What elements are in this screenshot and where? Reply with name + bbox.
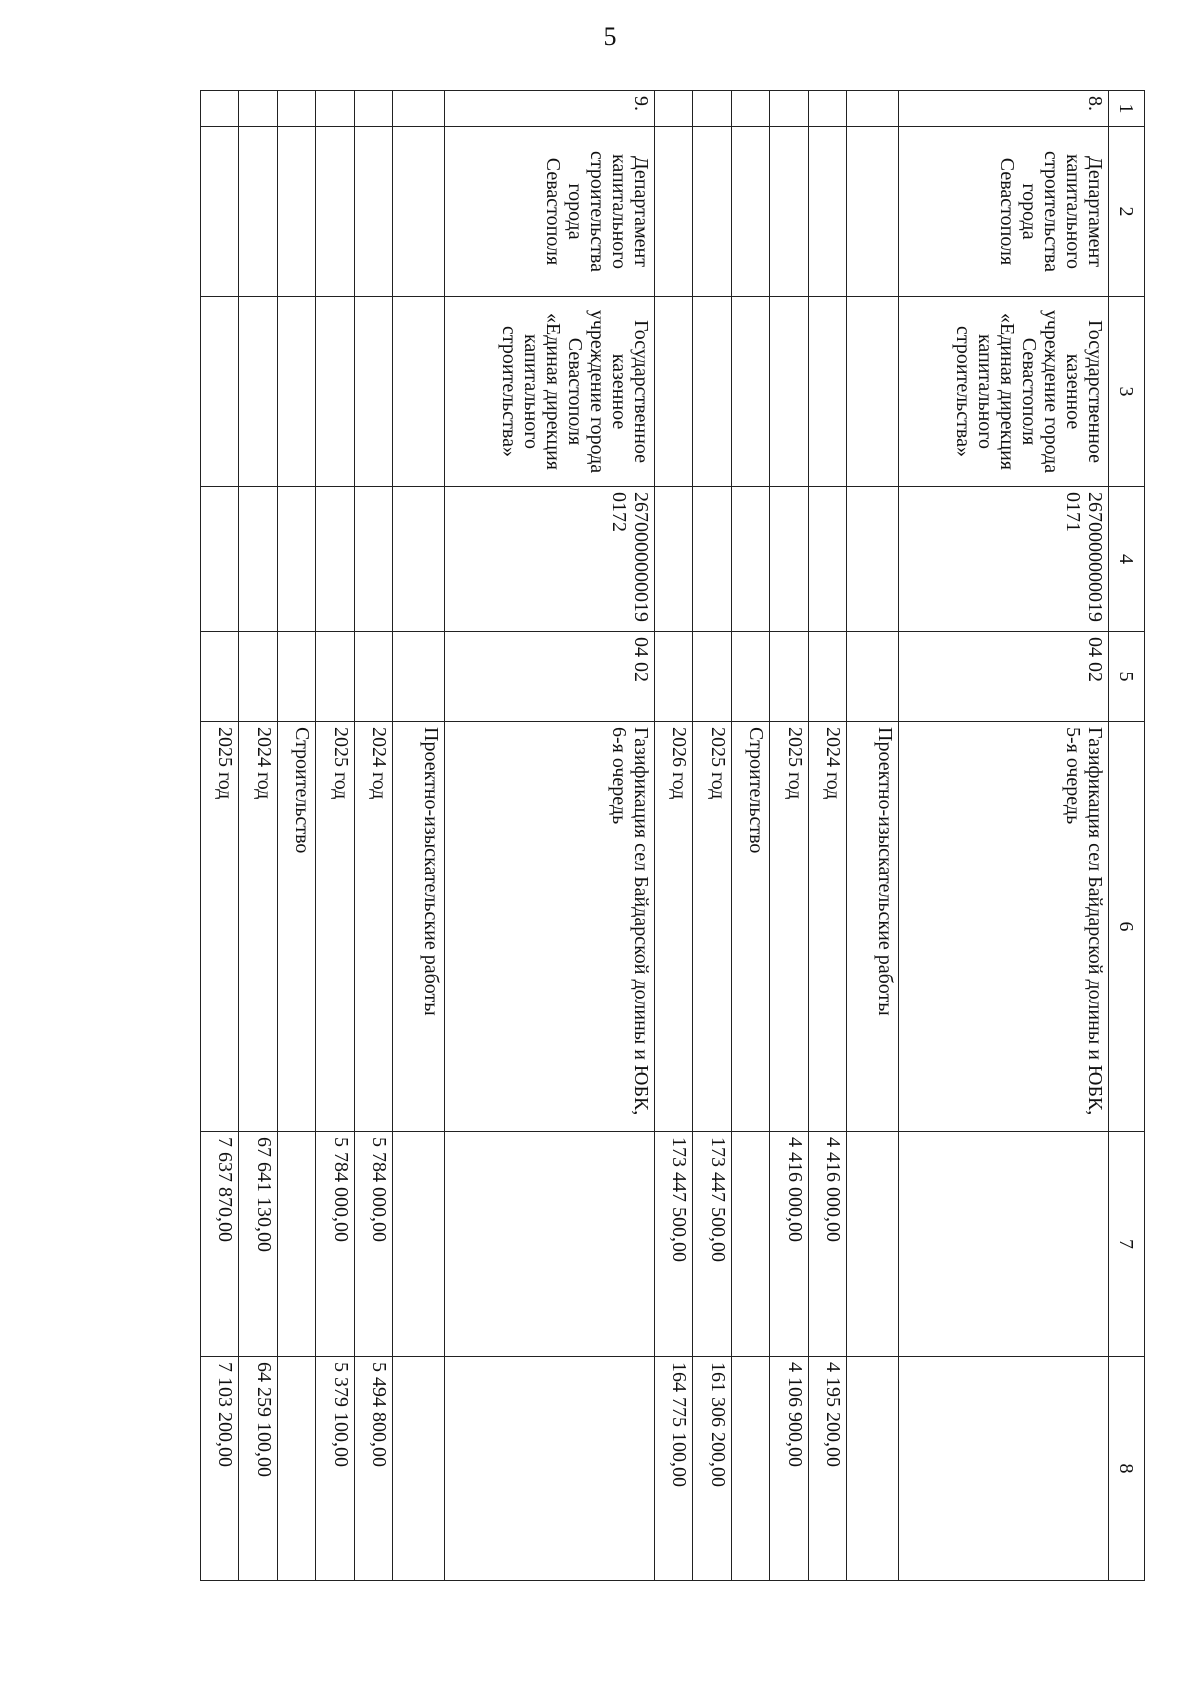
entry-number: 8. [899, 91, 1109, 127]
department-cell: Департамент капитального строительства города Севастополя [445, 127, 655, 297]
col8-value: 5 494 800,00 [354, 1357, 392, 1581]
table-row [239, 91, 277, 1581]
col7-value: 7 637 870,00 [201, 1132, 239, 1357]
col7-value: 5 784 000,00 [354, 1132, 392, 1357]
col8-value: 161 306 200,00 [693, 1357, 731, 1581]
institution-cell: Государственное казенное учреждение города Севастополя «Единая дирекция капитального строительства» [445, 297, 655, 487]
year-cell: 2024 год [808, 722, 846, 1132]
object-cell: Газификация сел Байдарской долины и ЮБК, 5-я очередь [899, 722, 1109, 1132]
col-header-6: 6 [1109, 722, 1145, 1132]
institution-cell: Государственное казенное учреждение города Севастополя «Единая дирекция капитального строительства» [899, 297, 1109, 487]
col8-value: 4 106 900,00 [770, 1357, 808, 1581]
section-cell: 04 02 [445, 632, 655, 722]
table-row [693, 91, 731, 1581]
budget-table [200, 90, 1145, 1581]
year-cell: 2025 год [693, 722, 731, 1132]
build-label: Строительство [731, 722, 769, 1132]
code-cell: 26700000000190171 [899, 487, 1109, 632]
rotated-table-container [200, 90, 1145, 1580]
col-header-2: 2 [1109, 127, 1145, 297]
col8-value: 164 775 100,00 [655, 1357, 693, 1581]
header-row [1109, 91, 1145, 1581]
table-row [899, 91, 1109, 1581]
design-label: Проектно-изыскательские работы [847, 722, 899, 1132]
table-row [201, 91, 239, 1581]
table-row [655, 91, 693, 1581]
col8-value: 64 259 100,00 [239, 1357, 277, 1581]
design-label: Проектно-изыскательские работы [393, 722, 445, 1132]
col-header-8: 8 [1109, 1357, 1145, 1581]
col7-value: 4 416 000,00 [770, 1132, 808, 1357]
department-cell: Департамент капитального строительства города Севастополя [899, 127, 1109, 297]
table-row [847, 91, 899, 1581]
col7-value: 173 447 500,00 [693, 1132, 731, 1357]
table-row [316, 91, 354, 1581]
col-header-1: 1 [1109, 91, 1145, 127]
year-cell: 2024 год [354, 722, 392, 1132]
table-row [445, 91, 655, 1581]
col-header-3: 3 [1109, 297, 1145, 487]
table-row [731, 91, 769, 1581]
col8-value: 7 103 200,00 [201, 1357, 239, 1581]
col-header-7: 7 [1109, 1132, 1145, 1357]
col7-value: 173 447 500,00 [655, 1132, 693, 1357]
col8-value: 4 195 200,00 [808, 1357, 846, 1581]
year-cell: 2025 год [770, 722, 808, 1132]
section-cell: 04 02 [899, 632, 1109, 722]
col-header-5: 5 [1109, 632, 1145, 722]
year-cell: 2024 год [239, 722, 277, 1132]
entry-number: 9. [445, 91, 655, 127]
col7-value: 4 416 000,00 [808, 1132, 846, 1357]
page-number: 5 [603, 22, 617, 51]
table-row [277, 91, 315, 1581]
col-header-4: 4 [1109, 487, 1145, 632]
year-cell: 2025 год [201, 722, 239, 1132]
code-cell: 26700000000190172 [445, 487, 655, 632]
build-label: Строительство [277, 722, 315, 1132]
table-row [770, 91, 808, 1581]
year-cell: 2025 год [316, 722, 354, 1132]
table-row [354, 91, 392, 1581]
table-row [808, 91, 846, 1581]
year-cell: 2026 год [655, 722, 693, 1132]
table-row [393, 91, 445, 1581]
object-cell: Газификация сел Байдарской долины и ЮБК, 6-я очередь [445, 722, 655, 1132]
col8-value: 5 379 100,00 [316, 1357, 354, 1581]
col7-value: 67 641 130,00 [239, 1132, 277, 1357]
col7-value: 5 784 000,00 [316, 1132, 354, 1357]
